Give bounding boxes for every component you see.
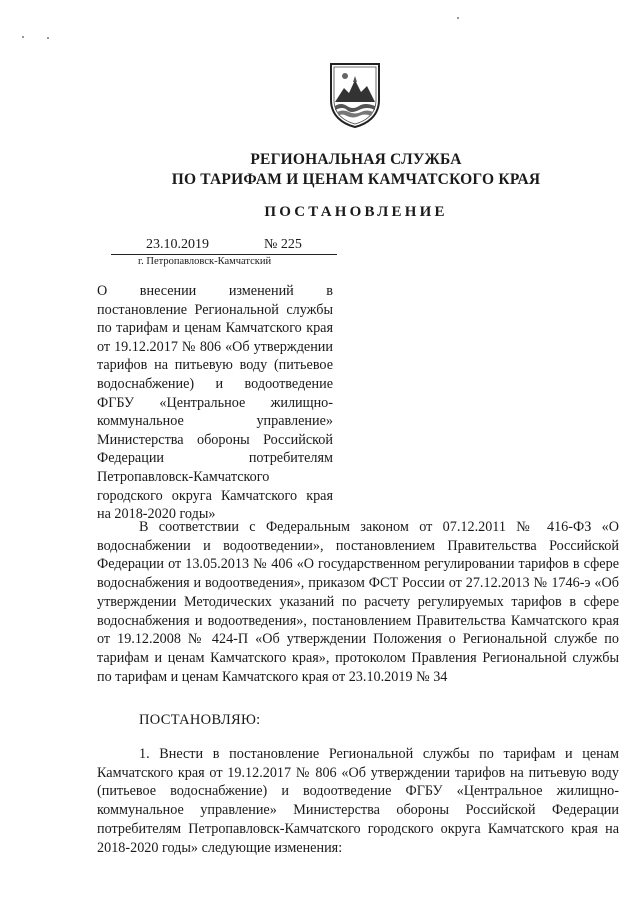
date-number-line: [111, 236, 337, 255]
coat-of-arms-emblem: [327, 62, 383, 128]
decree-item-1: 1. Внести в постановление Региональной службы по тарифам и ценам Камчатского края от 19.12.2017 № 806 «Об утверждении тарифов на питьевую воду (питьевое водоснабжение) и водоотведение ФГБУ «Центральное жилищно-коммунальное управление» Министерства обороны Российской Федерации потребителям Петропавловск-Камчатского городского округа Камчатского края на 2018-2020 годы» следующие изменения:: [97, 746, 619, 856]
document-city: г. Петропавловск-Камчатский: [138, 256, 272, 267]
document-type-title: ПОСТАНОВЛЕНИЕ: [264, 204, 448, 220]
scan-speck: [47, 37, 49, 39]
org-name-line2: ПО ТАРИФАМ И ЦЕНАМ КАМЧАТСКОГО КРАЯ: [171, 171, 541, 188]
scan-speck: [22, 36, 24, 38]
document-date: 23.10.2019: [146, 237, 209, 252]
document-number: № 225: [264, 237, 302, 252]
decree-word: ПОСТАНОВЛЯЮ:: [139, 712, 261, 728]
legal-basis-paragraph: В соответствии с Федеральным законом от 07.12.2011 № 416-ФЗ «О водоснабжении и водоотведении», постановлением Правительства Российской Федерации от 13.05.2013 № 406 «О государственном регулировании тарифов в сфере водоснабжения и водоотведения», приказом ФСТ России от 27.12.2013 № 1746-э «Об утверждении Методических указаний по расчету регулируемых тарифов в сфере водоснабжения и водоотведения», постановлением Правительства Камчатского края от 19.12.2008 № 424-П «Об утверждении Положения о Региональной службе по тарифам и ценам Камчатского края», протоколом Правления Региональной службы по тарифам и ценам Камчатского края от 23.10.2019 № 34: [97, 519, 619, 685]
org-name-line1: РЕГИОНАЛЬНАЯ СЛУЖБА: [250, 151, 462, 168]
scan-speck: [457, 17, 459, 19]
document-subject: О внесении изменений в постановление Региональной службы по тарифам и ценам Камчатского края от 19.12.2017 № 806 «Об утверждении тарифов на питьевую воду (питьевое водоснабжение) и водоотведение ФГБУ «Центральное жилищно-коммунальное управление» Министерства обороны Российской Федерации потребителям Петропавловск-Камчатского городского округа Камчатского края на 2018-2020 годы»: [97, 283, 333, 523]
